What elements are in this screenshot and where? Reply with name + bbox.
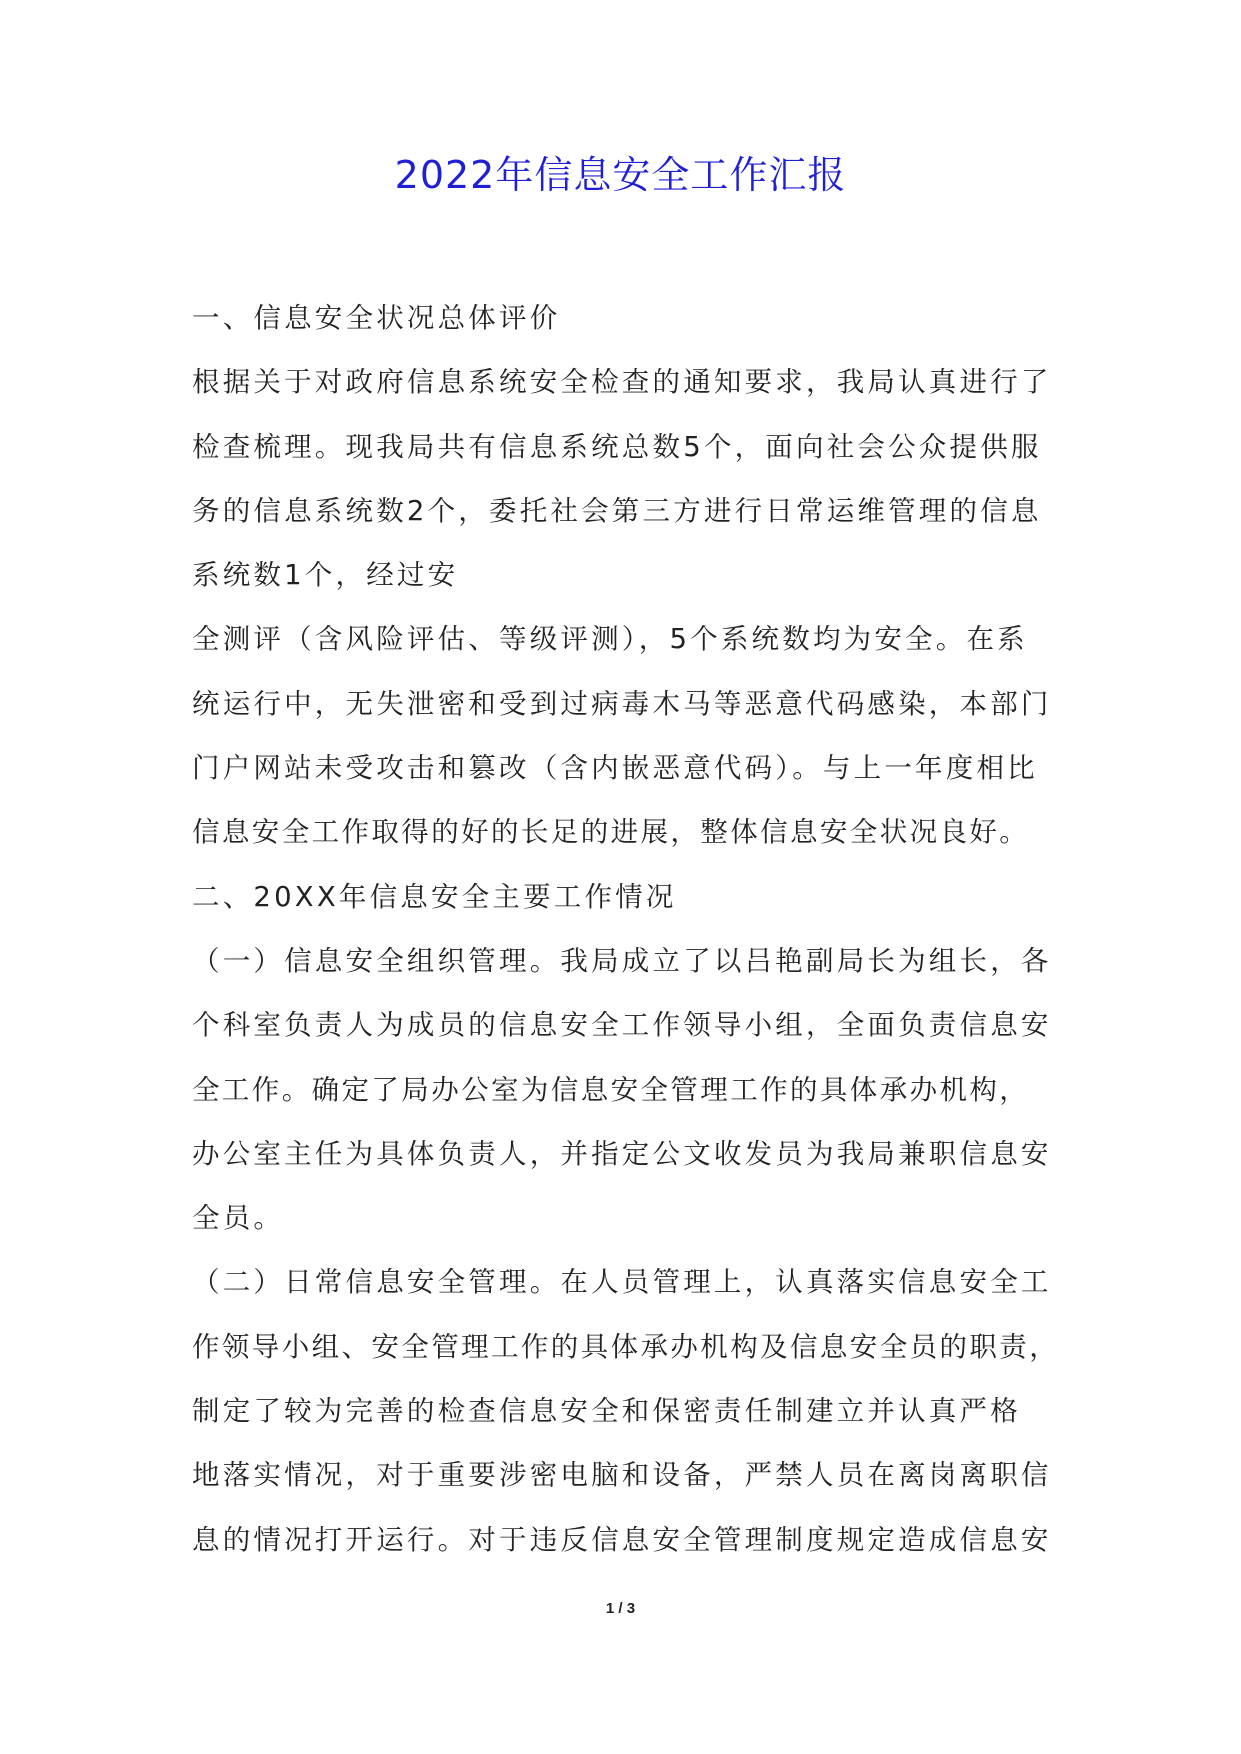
paragraph-line: 信息安全工作取得的好的长足的进展，整体信息安全状况良好。 <box>192 816 1030 849</box>
document-body <box>192 286 1060 1572</box>
paragraph-line: 全员。 <box>192 1202 285 1235</box>
paragraph-line: 作领导小组、安全管理工作的具体承办机构及信息安全员的职责， <box>192 1330 1060 1363</box>
paragraph-line: 全测评（含风险评估、等级评测），5个系统数均为安全。在系 <box>192 623 1028 656</box>
section-heading-2: 二、20XX年信息安全主要工作情况 <box>192 880 677 913</box>
paragraph-line: 个科室负责人为成员的信息安全工作领导小组，全面负责信息安 <box>192 1009 1052 1042</box>
paragraph-line: 地落实情况，对于重要涉密电脑和设备，严禁人员在离岗离职信 <box>192 1459 1052 1492</box>
paragraph-line: 息的情况打开运行。对于违反信息安全管理制度规定造成信息安 <box>192 1523 1052 1556</box>
section-heading-1: 一、信息安全状况总体评价 <box>192 302 561 334</box>
paragraph-line: 务的信息系统数2个，委托社会第三方进行日常运维管理的信息 <box>192 494 1042 527</box>
paragraph-line: 门户网站未受攻击和篡改（含内嵌恶意代码）。与上一年度相比 <box>192 752 1038 785</box>
paragraph-line: （二）日常信息安全管理。在人员管理上，认真落实信息安全工 <box>192 1266 1052 1299</box>
document-title: 2022年信息安全工作汇报 <box>394 153 847 197</box>
paragraph-line: 系统数1个，经过安 <box>192 559 459 592</box>
paragraph-line: 制定了较为完善的检查信息安全和保密责任制建立并认真严格 <box>192 1395 1021 1428</box>
paragraph-line: 办公室主任为具体负责人，并指定公文收发员为我局兼职信息安 <box>192 1137 1052 1170</box>
paragraph-line: 统运行中，无失泄密和受到过病毒木马等恶意代码感染，本部门 <box>192 687 1052 720</box>
page-number: 1 / 3 <box>605 1600 636 1617</box>
paragraph-line: 检查梳理。现我局共有信息系统总数5个，面向社会公众提供服 <box>192 430 1042 463</box>
paragraph-line: （一）信息安全组织管理。我局成立了以吕艳副局长为组长，各 <box>192 944 1052 977</box>
paragraph-line: 全工作。确定了局办公室为信息安全管理工作的具体承办机构， <box>192 1073 1030 1106</box>
paragraph-line: 根据关于对政府信息系统安全检查的通知要求，我局认真进行了 <box>192 366 1052 399</box>
